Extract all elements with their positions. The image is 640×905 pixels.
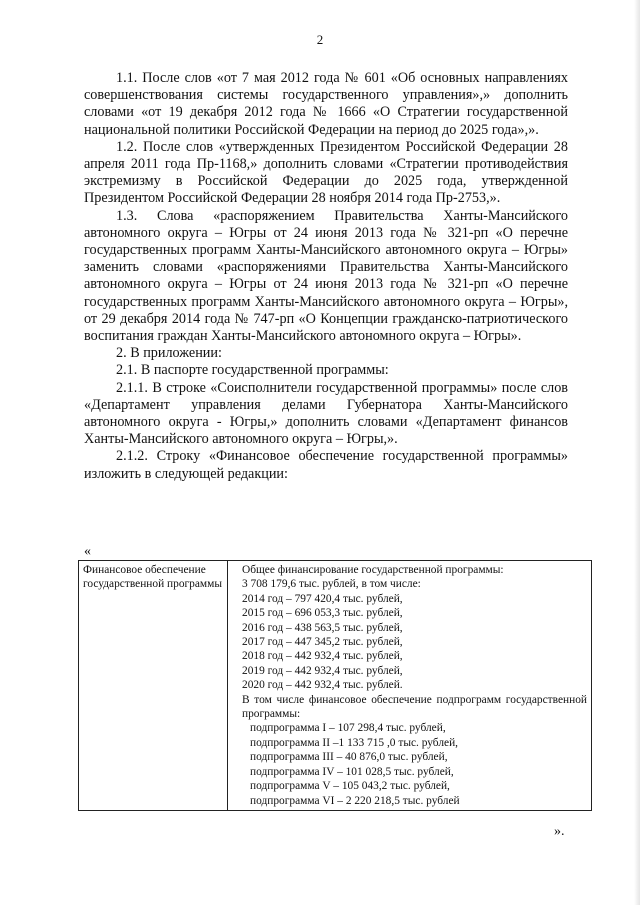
total-heading: Общее финансирование государственной программы:	[242, 564, 504, 576]
year-line: 2018 год – 442 932,4 тыс. рублей,	[242, 650, 403, 663]
financing-details-cell	[228, 561, 592, 811]
year-line: 2019 год – 442 932,4 тыс. рублей,	[242, 664, 403, 677]
paragraph-2-1-1: 2.1.1. В строке «Соисполнители государственной программы» после слов «Департамент управления делами Губернатора Ханты-Мансийского автономного округа - Югры,» дополнить словами «Департамент финансов Ханты-Мансийского автономного округа – Югры,».	[84, 379, 568, 448]
subprograms-heading: В том числе финансовое обеспечение подпрограмм государственной программы:	[242, 693, 587, 721]
financing-table	[78, 560, 592, 811]
subprogram-line: подпрограмма V – 105 043,2 тыс. рублей,	[250, 780, 450, 793]
subprogram-line: подпрограмма III – 40 876,0 тыс. рублей,	[250, 751, 448, 764]
closing-quote-mark: ».	[554, 824, 565, 839]
opening-quote-mark: «	[84, 544, 91, 559]
year-line: 2017 год – 447 345,2 тыс. рублей,	[242, 636, 403, 649]
paragraph-2-1: 2.1. В паспорте государственной программы:	[116, 362, 389, 379]
paragraph-1-3: 1.3. Слова «распоряжением Правительства Ханты-Мансийского автономного округа – Югры от 24 июня 2013 года № 321-рп «О перечне государственных программ Ханты-Мансийского автономного округа – Югры» заменить словами «распоряжениями Правительства Ханты-Мансийского автономного округа – Югры от 24 июня 2013 года № 321-рп «О перечне государственных программ Ханты-Мансийского автономного округа – Югры», от 29 декабря 2014 года № 747-рп «О Концепции гражданско-патриотического воспитания граждан Ханты-Мансийского автономного округа – Югры».	[84, 207, 568, 345]
document-body	[84, 70, 568, 483]
year-line: 2016 год – 438 563,5 тыс. рублей,	[242, 621, 403, 634]
subprogram-line: подпрограмма I – 107 298,4 тыс. рублей,	[250, 722, 446, 735]
paragraph-2-1-2: 2.1.2. Строку «Финансовое обеспечение государственной программы» изложить в следующей редакции:	[84, 448, 568, 482]
paragraph-1-2: 1.2. После слов «утвержденных Президентом Российской Федерации 28 апреля 2011 года Пр-1168,» дополнить словами «Стратегии противодействия экстремизму в Российской Федерации до 2025 года, утвержденной Президентом Российской Федерации 28 ноября 2014 года Пр-2753,».	[84, 138, 568, 207]
subprogram-line: подпрограмма II –1 133 715 ,0 тыс. рублей,	[250, 736, 459, 749]
year-line: 2014 год – 797 420,4 тыс. рублей,	[242, 592, 403, 605]
scan-edge-shadow	[634, 0, 640, 905]
paragraph-1-1: 1.1. После слов «от 7 мая 2012 года № 601 «Об основных направлениях совершенствования системы государственного управления»,» дополнить словами «от 19 декабря 2012 года № 1666 «О Стратегии государственной национальной политики Российской Федерации на период до 2025 года»,».	[84, 70, 568, 138]
year-line: 2015 год – 696 053,3 тыс. рублей,	[242, 607, 403, 620]
total-amount: 3 708 179,6 тыс. рублей, в том числе:	[242, 578, 421, 591]
paragraph-2: 2. В приложении:	[116, 345, 222, 362]
table-row	[79, 561, 592, 811]
page-number: 2	[316, 32, 324, 47]
subprogram-line: подпрограмма IV – 101 028,5 тыс. рублей,	[250, 765, 454, 778]
year-line: 2020 год – 442 932,4 тыс. рублей.	[242, 679, 403, 692]
subprogram-line: подпрограмма VI – 2 220 218,5 тыс. рублей	[250, 794, 460, 807]
financing-label-cell: Финансовое обеспечение государственной программы	[79, 561, 228, 811]
